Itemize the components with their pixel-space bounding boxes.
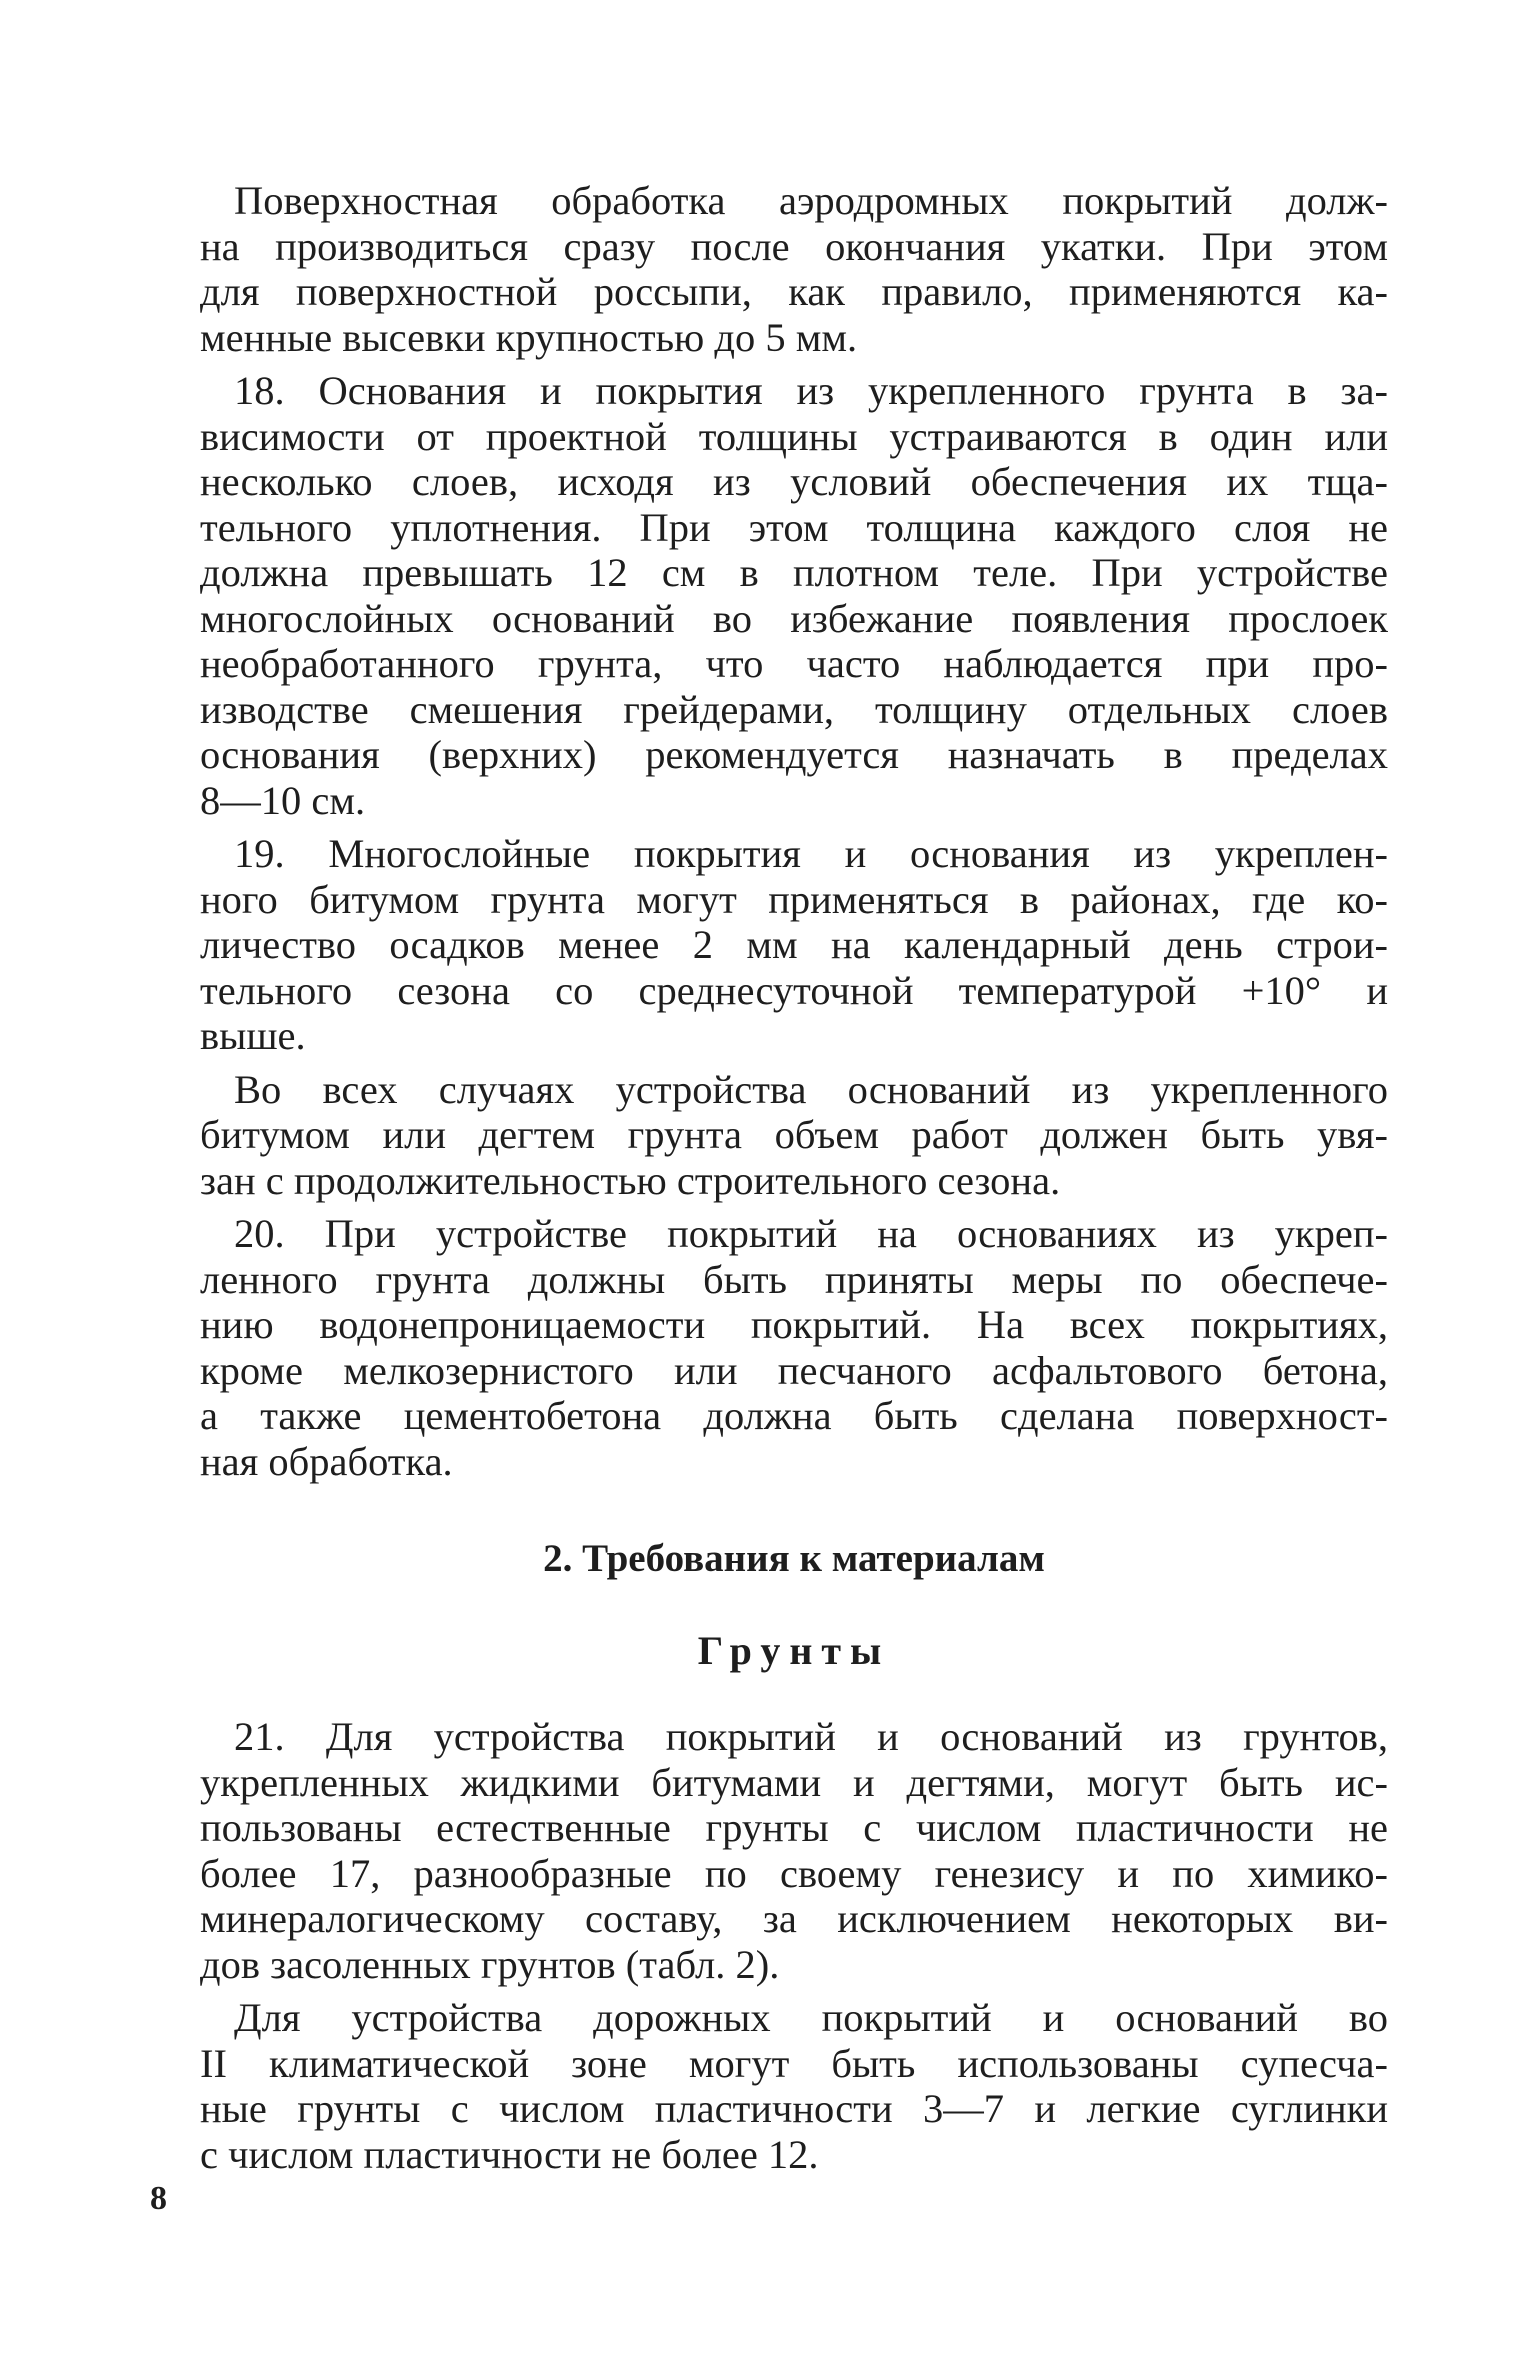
- text-line: дов засоленных грунтов (табл. 2).: [200, 1941, 780, 1987]
- text-line: ного битумом грунта могут применяться в районах, где ко-: [200, 876, 1388, 922]
- text-line: 8—10 см.: [200, 777, 366, 823]
- text-line: на производиться сразу после окончания укатки. При этом: [200, 223, 1388, 269]
- text-line: основания (верхних) рекомендуется назначать в пределах: [200, 732, 1388, 777]
- text-line: ные грунты с числом пластичности 3—7 и легкие суглинки: [200, 2086, 1388, 2131]
- text-line: для поверхностной россыпи, как правило, применяются ка-: [200, 269, 1388, 314]
- text-line: 19. Многослойные покрытия и основания из укреплен-: [234, 831, 1388, 876]
- page-number: 8: [150, 2180, 167, 2217]
- text-line: ная обработка.: [200, 1438, 453, 1484]
- text-line: личество осадков менее 2 мм на календарный день строи-: [200, 922, 1388, 967]
- text-line: 18. Основания и покрытия из укрепленного грунта в за-: [234, 368, 1388, 413]
- text-line: Для устройства дорожных покрытий и оснований во: [234, 1995, 1388, 2040]
- text-line: битумом или дегтем грунта объем работ должен быть увя-: [200, 1112, 1388, 1157]
- text-line: 20. При устройстве покрытий на основаниях из укреп-: [234, 1211, 1388, 1256]
- paragraph-all-cases: [200, 1067, 1388, 1204]
- text-line: нию водонепроницаемости покрытий. На всех покрытиях,: [200, 1302, 1388, 1347]
- paragraph-climate-zone: [200, 1995, 1388, 2177]
- text-line: Во всех случаях устройства оснований из укрепленного: [234, 1066, 1388, 1112]
- text-line: более 17, разнообразные по своему генезису и по химико-: [200, 1850, 1388, 1896]
- text-line: тельного уплотнения. При этом толщина каждого слоя не: [200, 504, 1388, 550]
- document-page: [200, 178, 1388, 2177]
- text-line: зан с продолжительностью строительного сезона.: [200, 1157, 1061, 1203]
- text-line: II климатической зоне могут быть использованы супесча-: [200, 2040, 1388, 2086]
- text-line: несколько слоев, исходя из условий обеспечения их тща-: [200, 459, 1388, 504]
- text-line: многослойных оснований во избежание появления прослоек: [200, 595, 1388, 641]
- paragraph-21: [200, 1714, 1388, 1987]
- text-line: необработанного грунта, что часто наблюдается при про-: [200, 641, 1388, 686]
- text-line: минералогическому составу, за исключением некоторых ви-: [200, 1896, 1388, 1941]
- text-line: с числом пластичности не более 12.: [200, 2131, 819, 2177]
- text-line: кроме мелкозернистого или песчаного асфальтового бетона,: [200, 1347, 1388, 1393]
- subsection-heading: Грунты: [697, 1628, 891, 1673]
- paragraph-20: [200, 1211, 1388, 1484]
- text-line: менные высевки крупностью до 5 мм.: [200, 314, 858, 360]
- text-line: укрепленных жидкими битумами и дегтями, могут быть ис-: [200, 1759, 1388, 1805]
- text-line: должна превышать 12 см в плотном теле. При устройстве: [200, 550, 1388, 595]
- paragraph-18: [200, 368, 1388, 823]
- text-line: висимости от проектной толщины устраиваются в один или: [200, 413, 1388, 459]
- text-line: выше.: [200, 1013, 306, 1058]
- text-line: ленного грунта должны быть приняты меры по обеспече-: [200, 1256, 1388, 1302]
- text-line: Поверхностная обработка аэродромных покрытий долж-: [234, 178, 1388, 223]
- section-heading: 2. Требования к материалам: [543, 1537, 1045, 1580]
- paragraph-19: [200, 831, 1388, 1059]
- paragraph-surface-treatment: [200, 178, 1388, 360]
- text-line: пользованы естественные грунты с числом пластичности не: [200, 1805, 1388, 1850]
- text-line: тельного сезона со среднесуточной температурой +10° и: [200, 967, 1388, 1013]
- text-line: а также цементобетона должна быть сделана поверхност-: [200, 1393, 1388, 1438]
- text-line: изводстве смешения грейдерами, толщину отдельных слоев: [200, 686, 1388, 732]
- text-line: 21. Для устройства покрытий и оснований из грунтов,: [234, 1714, 1388, 1759]
